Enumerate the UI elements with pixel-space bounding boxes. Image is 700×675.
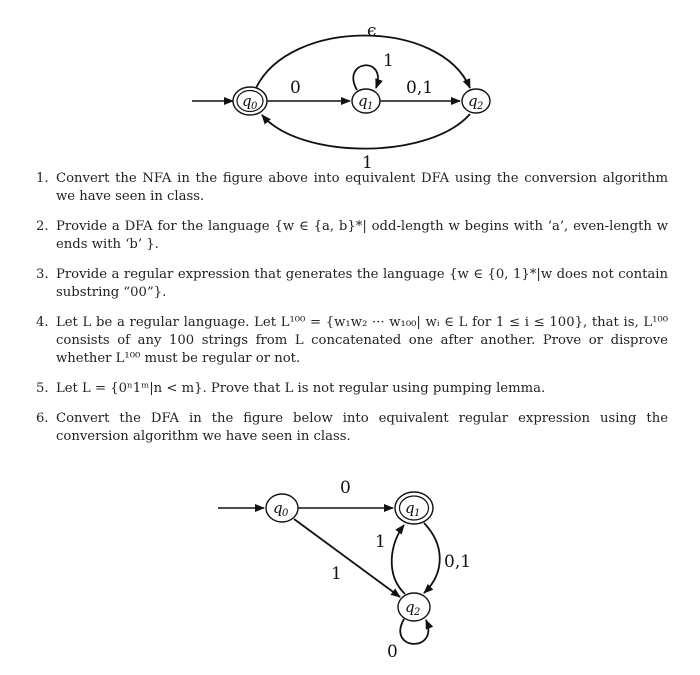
problem-number: 3. xyxy=(36,267,49,282)
nfa-q2-sub: 2 xyxy=(477,101,484,112)
dfa-state-q0 xyxy=(266,494,298,522)
problem-text: Convert the NFA in the figure above into equivalent DFA using the conversion algorithm we have seen in class. xyxy=(56,171,668,204)
nfa-q2-name: q xyxy=(468,92,478,110)
problem-item xyxy=(36,380,668,398)
nfa-label-q0-q1: 0 xyxy=(290,78,301,98)
nfa-edge-q0-q2-epsilon xyxy=(256,36,470,89)
dfa-label-q1-q2: 0,1 xyxy=(444,552,472,572)
dfa-q0-sub: 0 xyxy=(282,508,289,519)
dfa-state-q1 xyxy=(395,492,433,524)
dfa-q2-sub: 2 xyxy=(414,607,421,618)
nfa-state-q2 xyxy=(462,89,490,113)
problem-number: 6. xyxy=(36,411,49,426)
problem-number: 4. xyxy=(36,315,49,330)
dfa-edge-q1-q2 xyxy=(424,523,440,593)
problem-text: Provide a regular expression that generates the language {w ∈ {0, 1}*|w does not contain substring “00”}. xyxy=(56,267,668,300)
nfa-label-q1-q2: 0,1 xyxy=(406,78,434,98)
nfa-q1-sub: 1 xyxy=(367,101,374,112)
dfa-label-q0-q1: 0 xyxy=(340,478,351,498)
problem-item xyxy=(36,218,668,254)
nfa-state-q1 xyxy=(352,89,380,113)
dfa-edge-q0-q2 xyxy=(294,519,400,597)
problem-item xyxy=(36,266,668,302)
dfa-edge-q2-q1 xyxy=(392,525,405,594)
nfa-label-q1-loop: 1 xyxy=(383,51,394,71)
problem-number: 2. xyxy=(36,219,49,234)
nfa-edge-q2-q0 xyxy=(262,114,470,149)
dfa-diagram xyxy=(0,465,700,675)
dfa-q1-sub: 1 xyxy=(414,508,421,519)
nfa-q0-name: q xyxy=(242,92,252,110)
problem-text: Provide a DFA for the language {w ∈ {a, b}*| odd-length w begins with ‘a’, even-length w ends with ‘b’ }. xyxy=(56,219,668,252)
problem-item xyxy=(36,314,668,368)
problem-list xyxy=(36,170,668,458)
nfa-label-q2-q0: 1 xyxy=(362,153,373,170)
problem-item xyxy=(36,170,668,206)
dfa-q1-name: q xyxy=(405,499,415,517)
problem-number: 1. xyxy=(36,171,49,186)
nfa-q1-name: q xyxy=(358,92,368,110)
dfa-edge-q2-loop xyxy=(400,619,428,644)
nfa-label-epsilon: ϵ xyxy=(367,21,377,41)
problem-item xyxy=(36,410,668,446)
dfa-q2-name: q xyxy=(405,598,415,616)
dfa-label-q2-q1: 1 xyxy=(375,532,386,552)
problem-number: 5. xyxy=(36,381,49,396)
problem-text: Let L = {0ⁿ1ᵐ|n < m}. Prove that L is not regular using pumping lemma. xyxy=(56,381,546,396)
problem-text: Let L be a regular language. Let L¹⁰⁰ = {w₁w₂ ··· w₁₀₀| wᵢ ∈ L for 1 ≤ i ≤ 100}, that is, L¹⁰⁰ consists of any 100 strings from L concatenated one after another. Prove or disprove whether L¹⁰⁰ must be regular or not. xyxy=(56,315,668,366)
dfa-state-q2 xyxy=(398,593,430,621)
nfa-edge-q1-loop xyxy=(353,65,378,90)
dfa-label-q2-loop: 0 xyxy=(387,642,398,662)
dfa-label-q0-q2: 1 xyxy=(331,564,342,584)
nfa-state-q0 xyxy=(233,87,267,115)
dfa-q0-name: q xyxy=(273,499,283,517)
nfa-q0-sub: 0 xyxy=(251,101,258,112)
nfa-diagram xyxy=(0,0,700,170)
problem-text: Convert the DFA in the figure below into equivalent regular expression using the conversion algorithm we have seen in class. xyxy=(56,411,668,444)
